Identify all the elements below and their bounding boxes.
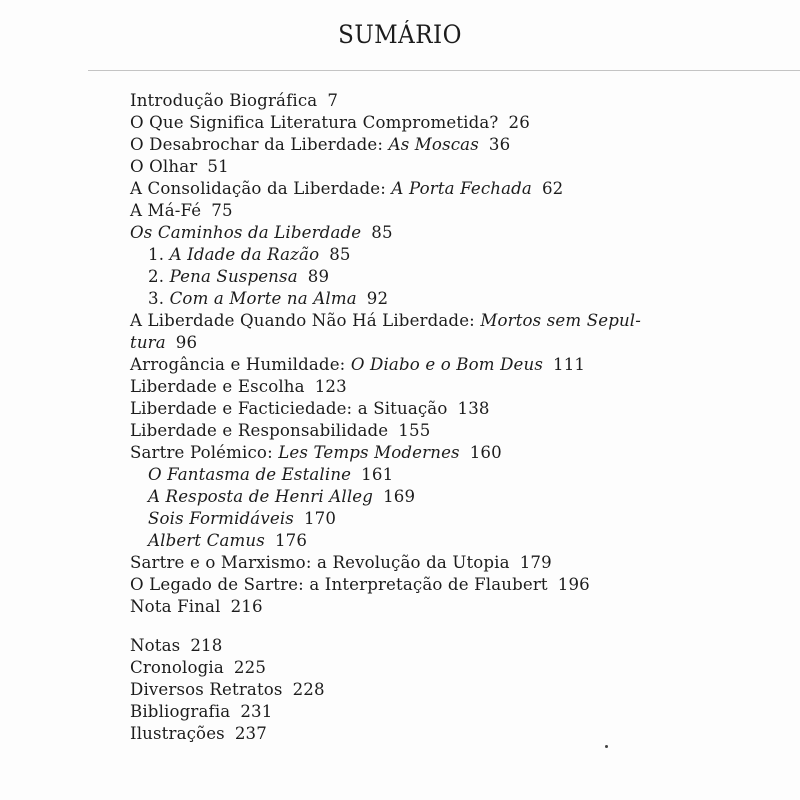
print-speck [605,745,608,748]
toc-entry-title: A Consolidação da Liberdade: [130,179,392,198]
toc-entry-title: Sartre Polémico: [130,443,279,462]
toc-entry-caminhos[interactable] [130,222,790,244]
toc-entry-work-title: O Diabo e o Bom Deus [350,355,543,374]
toc-entry-work-title: Albert Camus [148,531,265,550]
toc-entry-literatura-comprometida[interactable] [130,112,790,134]
toc-entry-page: 62 [541,179,564,198]
toc-entry-page: 179 [519,553,552,572]
toc-entry-escolha[interactable] [130,376,790,398]
toc-entry-nota-final[interactable] [130,596,790,618]
toc-entry-olhar[interactable] [130,156,790,178]
toc-entry-page: 161 [361,465,394,484]
toc-entry-ma-fe[interactable] [130,200,790,222]
section-gap [130,618,790,635]
toc-entry-title: O Que Significa Literatura Comprometida? [130,113,499,132]
toc-entry-page: 26 [508,113,530,132]
toc-entry-title: Sartre e o Marxismo: a Revolução da Utopia [130,553,510,572]
toc-entry-work-title: A Porta Fechada [391,179,532,198]
toc-backmatter-bibliografia[interactable] [130,701,790,723]
header-rule [88,70,800,71]
toc-entry-page: 176 [274,531,308,550]
toc-entry-page: 75 [211,201,233,220]
toc-entry-work-title: Mortos sem Sepul- [480,311,642,330]
toc-entry-page: 96 [175,333,198,352]
toc-entry-page: 216 [230,597,263,616]
toc-entry-marxismo[interactable] [130,552,790,574]
toc-entry-title: Bibliografia [130,702,231,721]
toc-entry-number: 1. [148,245,165,264]
table-of-contents [130,90,790,745]
toc-entry-title: A Má-Fé [130,201,202,220]
toc-entry-work-title: Os Caminhos da Liberdade [130,223,362,242]
toc-entry-legado[interactable] [130,574,790,596]
toc-entry-liberdade-quando[interactable] [130,310,790,332]
toc-entry-page: 85 [371,223,393,242]
toc-entry-title: Arrogância e Humildade: [130,355,351,374]
toc-entry-page: 170 [303,509,337,528]
toc-entry-consolidacao[interactable] [130,178,790,200]
toc-entry-work-title: Les Temps Modernes [278,443,460,462]
toc-entry-facticiedade[interactable] [130,398,790,420]
toc-entry-page: 169 [383,487,416,506]
toc-entry-page: 196 [557,575,590,594]
toc-entry-title: Diversos Retratos [130,680,283,699]
toc-entry-page: 123 [314,377,347,396]
toc-entry-work-title: Pena Suspensa [169,267,298,286]
toc-entry-polemico[interactable] [130,442,790,464]
toc-subentry-idade-razao[interactable] [130,244,790,266]
toc-entry-page: 85 [329,245,351,264]
toc-entry-title: Liberdade e Escolha [130,377,305,396]
toc-entry-liberdade-quando-cont[interactable] [130,332,790,354]
toc-subentry-morte-alma[interactable] [130,288,790,310]
toc-entry-page: 228 [292,680,325,699]
toc-entry-page: 155 [398,421,431,440]
toc-entry-title: Ilustrações [130,724,225,743]
toc-entry-title: O Legado de Sartre: a Interpretação de Flaubert [130,575,548,594]
toc-entry-number: 2. [148,267,165,286]
toc-entry-work-title: O Fantasma de Estaline [148,465,352,484]
toc-entry-number: 3. [148,289,165,308]
toc-entry-title: Liberdade e Facticiedade: a Situação [130,399,448,418]
toc-entry-page: 218 [190,636,223,655]
toc-backmatter-cronologia[interactable] [130,657,790,679]
toc-subentry-camus[interactable] [130,530,790,552]
toc-entry-responsabilidade[interactable] [130,420,790,442]
toc-entry-title: Nota Final [130,597,221,616]
toc-entry-page: 92 [366,289,389,308]
toc-entry-work-title: Sois Formidáveis [148,509,294,528]
toc-entry-page: 36 [488,135,511,154]
toc-entry-work-title: tura [130,333,166,352]
page-title: SUMÁRIO [338,20,462,49]
toc-entry-arrogancia[interactable] [130,354,790,376]
toc-entry-title: A Liberdade Quando Não Há Liberdade: [130,311,481,330]
toc-subentry-estaline[interactable] [130,464,790,486]
toc-entry-introducao[interactable] [130,90,790,112]
toc-entry-page: 160 [469,443,502,462]
toc-entry-page: 225 [233,658,267,677]
toc-entry-title: O Desabrochar da Liberdade: [130,135,389,154]
toc-entry-page: 7 [327,91,339,110]
toc-subentry-formidaveis[interactable] [130,508,790,530]
toc-entry-title: O Olhar [130,157,198,176]
toc-entry-page: 231 [240,702,273,721]
toc-entry-title: Introdução Biográfica [130,91,318,110]
toc-entry-work-title: A Idade da Razão [169,245,320,264]
toc-entry-work-title: A Resposta de Henri Alleg [148,487,374,506]
toc-backmatter-retratos[interactable] [130,679,790,701]
toc-entry-title: Notas [130,636,181,655]
toc-backmatter-notas[interactable] [130,635,790,657]
toc-backmatter-ilustracoes[interactable] [130,723,790,745]
toc-entry-page: 89 [307,267,330,286]
toc-entry-title: Liberdade e Responsabilidade [130,421,389,440]
toc-entry-page: 237 [234,724,267,743]
toc-entry-desabrochar[interactable] [130,134,790,156]
toc-entry-page: 111 [553,355,586,374]
toc-subentry-pena-suspensa[interactable] [130,266,790,288]
toc-entry-page: 138 [457,399,490,418]
toc-entry-page: 51 [207,157,229,176]
toc-entry-title: Cronologia [130,658,224,677]
toc-entry-work-title: As Moscas [388,135,479,154]
toc-subentry-alleg[interactable] [130,486,790,508]
toc-entry-work-title: Com a Morte na Alma [169,289,357,308]
